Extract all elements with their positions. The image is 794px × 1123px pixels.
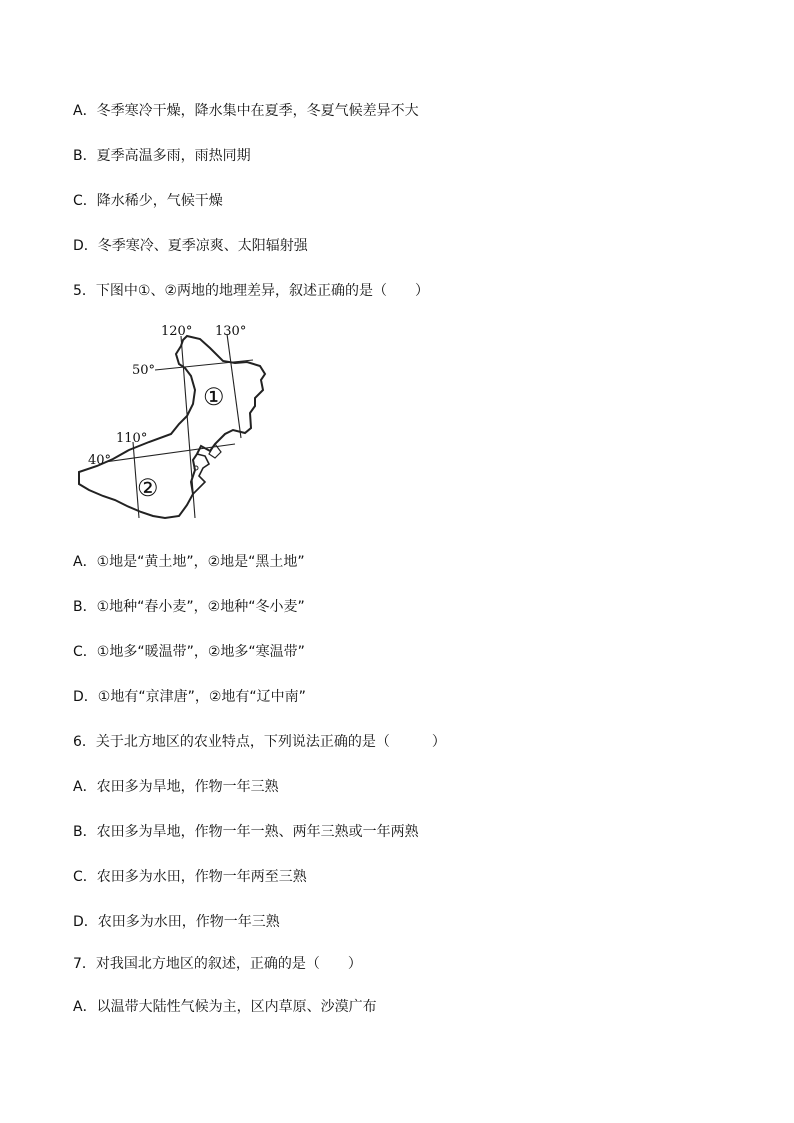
region-map — [75, 318, 285, 528]
label-50: 50° — [132, 363, 156, 378]
option-b-q6: B．农田多为旱地，作物一年一熟、两年三熟或一年两熟 — [73, 824, 419, 840]
option-c-q4: C．降水稀少，气候干燥 — [73, 193, 223, 209]
region-outline — [79, 336, 265, 518]
option-d-q4: D．冬季寒冷、夏季凉爽、太阳辐射强 — [73, 238, 308, 254]
label-40: 40° — [88, 453, 112, 468]
question-6: 6．关于北方地区的农业特点，下列说法正确的是（ ） — [73, 734, 446, 750]
question-5: 5．下图中①、②两地的地理差异，叙述正确的是（ ） — [73, 283, 430, 299]
question-7: 7．对我国北方地区的叙述，正确的是（ ） — [73, 956, 362, 972]
region-1-label: ① — [203, 383, 225, 411]
option-b-q5: B．①地种“春小麦”，②地种“冬小麦” — [73, 599, 305, 615]
option-a-q4: A．冬季寒冷干燥，降水集中在夏季，冬夏气候差异不大 — [73, 103, 419, 119]
option-c-q5: C．①地多“暖温带”，②地多“寒温带” — [73, 644, 305, 660]
region-2-label: ② — [137, 474, 159, 502]
option-c-q6: C．农田多为水田，作物一年两至三熟 — [73, 869, 307, 885]
option-b-q4: B．夏季高温多雨，雨热同期 — [73, 148, 251, 164]
option-d-q5: D．①地有“京津唐”，②地有“辽中南” — [73, 689, 306, 705]
option-d-q6: D．农田多为水田，作物一年三熟 — [73, 914, 280, 930]
option-a-q7: A．以温带大陆性气候为主，区内草原、沙漠广布 — [73, 999, 377, 1015]
coastline — [193, 454, 209, 494]
label-110: 110° — [116, 431, 148, 446]
label-130: 130° — [215, 324, 247, 339]
option-a-q5: A．①地是“黄土地”，②地是“黑土地” — [73, 554, 305, 570]
option-a-q6: A．农田多为旱地，作物一年三熟 — [73, 779, 279, 795]
label-120: 120° — [161, 324, 193, 339]
